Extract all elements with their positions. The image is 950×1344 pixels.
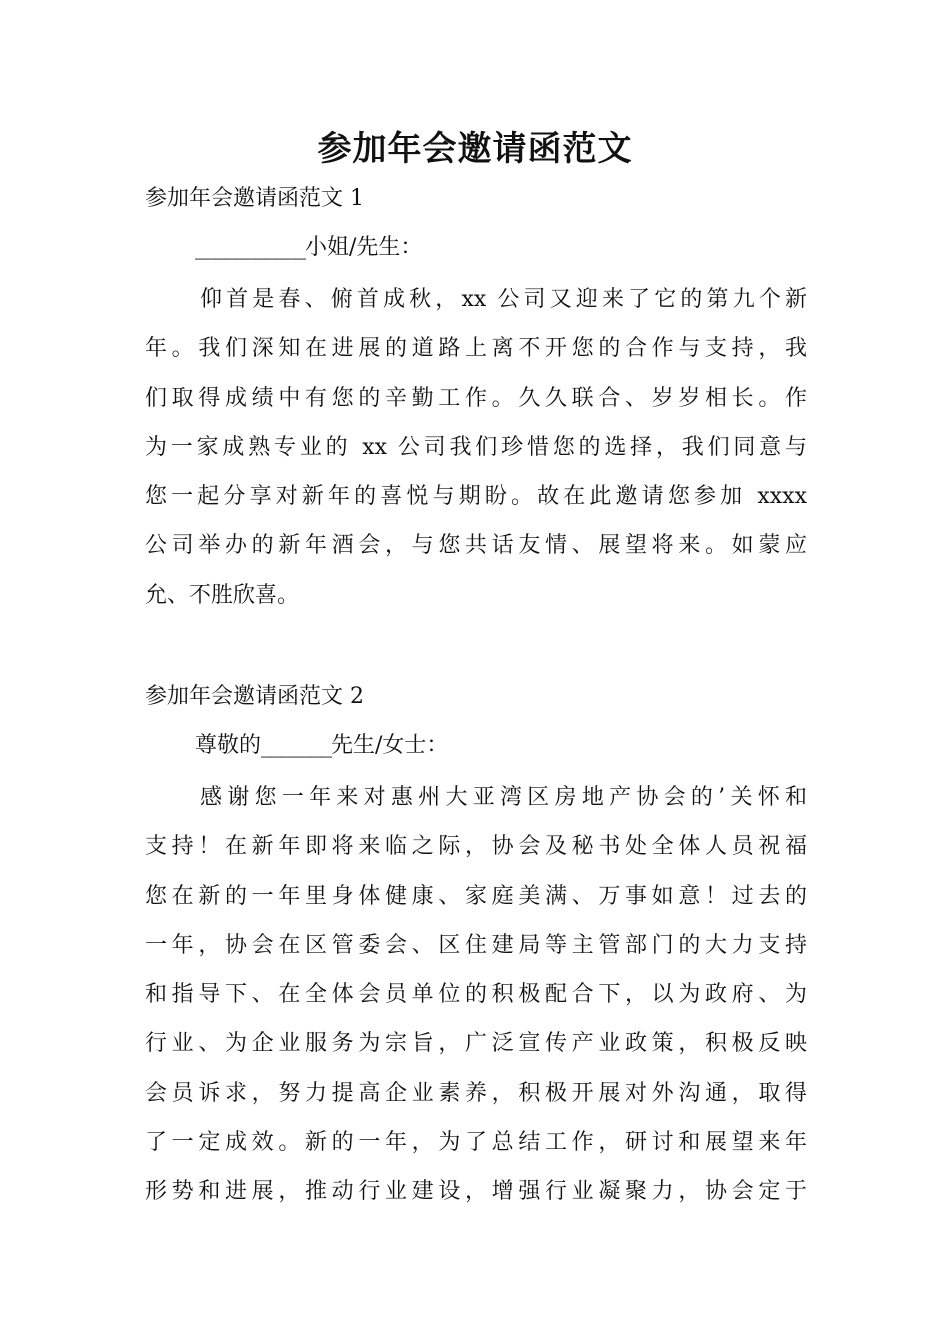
page-title: 参加年会邀请函范文 (317, 129, 633, 169)
salutation-1 (195, 233, 422, 263)
paragraph-line: 了一定成效。新的一年，为了总结工作，研讨和展望来年 (145, 1130, 807, 1156)
paragraph-line: 会员诉求，努力提高企业素养，积极开展对外沟通，取得 (145, 1080, 807, 1106)
paragraph-line: 感谢您一年来对惠州大亚湾区房地产协会的’关怀和 (200, 785, 807, 810)
paragraph-line: 您在新的一年里身体健康、家庭美满、万事如意！过去的 (145, 883, 807, 909)
paragraph-line: 仰首是春、俯首成秋，xx 公司又迎来了它的第九个新 (200, 287, 807, 312)
section-heading-2: 参加年会邀请函范文 2 (145, 684, 364, 709)
paragraph-line: 行业、为企业服务为宗旨，广泛宣传产业政策，积极反映 (145, 1031, 807, 1057)
salutation-blank: ___________ (195, 235, 305, 260)
salutation-blank: _______ (261, 733, 332, 758)
paragraph-line: 为一家成熟专业的 xx 公司我们珍惜您的选择，我们同意与 (145, 434, 807, 460)
paragraph-1 (145, 275, 807, 620)
salutation-text: 先生/女士： (331, 733, 449, 758)
paragraph-line: 支持！在新年即将来临之际，协会及秘书处全体人员祝福 (145, 834, 807, 860)
paragraph-line: 允、不胜欣喜。 (145, 582, 300, 608)
paragraph-line: 和指导下、在全体会员单位的积极配合下，以为政府、为 (145, 982, 807, 1008)
paragraph-line: 年。我们深知在进展的道路上离不开您的合作与支持，我 (145, 336, 807, 362)
paragraph-line: 们取得成绩中有您的辛勤工作。久久联合、岁岁相长。作 (145, 385, 807, 411)
paragraph-2 (145, 773, 807, 1217)
salutation-2 (195, 731, 448, 761)
paragraph-line: 形势和进展，推动行业建设，增强行业凝聚力，协会定于 (145, 1179, 807, 1205)
section-heading-1: 参加年会邀请函范文 1 (145, 186, 364, 211)
paragraph-line: 公司举办的新年酒会，与您共话友情、展望将来。如蒙应 (145, 533, 807, 559)
paragraph-line: 您一起分享对新年的喜悦与期盼。故在此邀请您参加 xxxx (145, 484, 807, 510)
salutation-text: 小姐/先生： (305, 235, 423, 260)
paragraph-line: 一年，协会在区管委会、区住建局等主管部门的大力支持 (145, 932, 807, 958)
salutation-prefix: 尊敬的 (195, 733, 262, 758)
